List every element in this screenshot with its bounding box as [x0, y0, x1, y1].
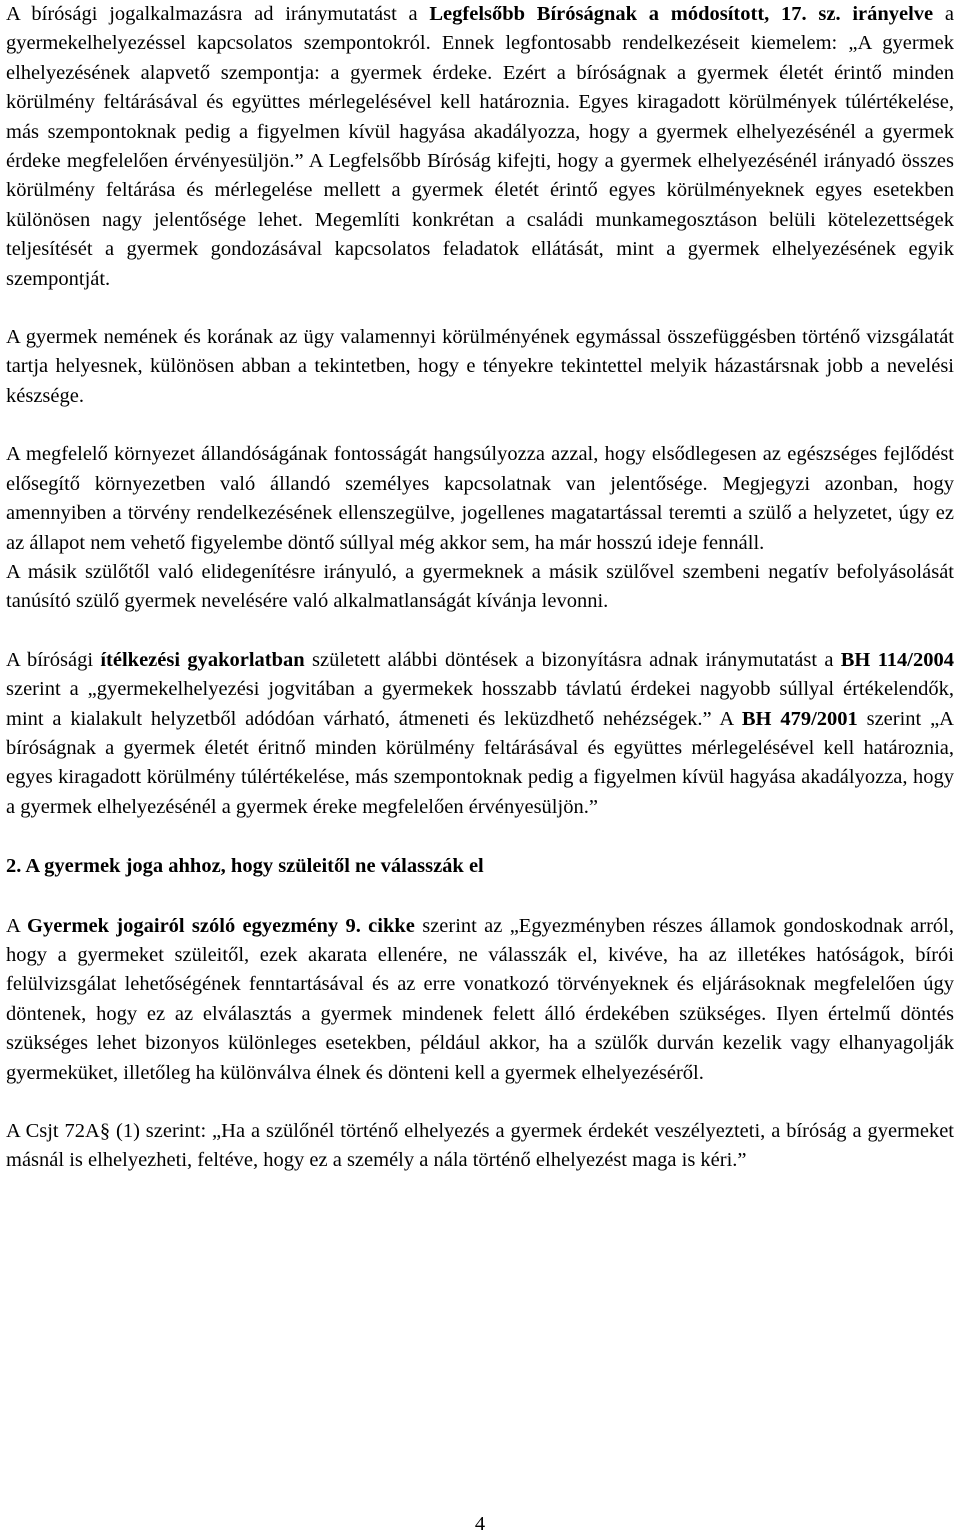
document-page: [6, 0, 954, 1176]
convention-title: Gyermek jogairól szóló egyezmény 9. cikke: [27, 914, 415, 937]
paragraph-csjt: A Csjt 72A§ (1) szerint: „Ha a szülőnél történő elhelyezés a gyermek érdekét veszélyezteti, a bíróság a gyermeket másnál is elhelyezheti, feltéve, hogy ez a személy a nála történő elhelyezést maga is kéri.”: [6, 1120, 954, 1172]
case-ref-bh-114-2004: BH 114/2004: [840, 648, 955, 671]
section-heading: 2. A gyermek joga ahhoz, hogy szüleitől ne válasszák el: [6, 855, 484, 878]
case-ref-bh-479-2001: BH 479/2001: [741, 707, 858, 730]
paragraph-alienation: A másik szülőtől való elidegenítésre irányuló, a gyermeknek a másik szülővel szembeni negatív befolyásolását tanúsító szülő gyermek nevelésére való alkalmatlanságát kívánja levonni.: [6, 560, 954, 613]
paragraph-guideline: A bírósági jogalkalmazásra ad iránymutatást a Legfelsőbb Bíróságnak a módosított, 17. sz. irányelve a gyermekelhelyezéssel kapcsolatos szempontokról. Ennek legfontosabb rendelkezéseit kiemelem: „A gyermek elhelyezésének alapvető szempontja: a gyermek érdeke. Ezért a bíróságnak a gyermek életét érintő minden körülmény feltárásával és együttes mérlegelésével kell határoznia. Egyes kiragadott körülmények túlértékelése, más szempontoknak pedig a figyelmen kívül hagyása akadályozza, hogy a gyermek elhelyezésénél a gyermek érdeke megfelelően érvényesüljön.” A Legfelsőbb Bíróság kifejti, hogy a gyermek elhelyezésénél irányadó összes körülmény feltárása és mérlegelése mellett a gyermek életét érintő egyes körülményeknek egyes esetekben különösen nagy jelentősége lehet. Megemlíti konkrétan a családi munkamegosztáson belüli kötelezettségek teljesítését a gyermek gondozásával kapcsolatos feladatok ellátását, mint a gyermek elhelyezésének egyik szempontját.: [6, 3, 954, 290]
page-number: 4: [474, 1513, 486, 1535]
paragraph-convention: A Gyermek jogairól szóló egyezmény 9. cikke szerint az „Egyezményben részes államok gondoskodnak arról, hogy a gyermeket szüleitől, ezek akarata ellenére, ne válasszák el, kivéve, ha az illetékes hatóságok, bírói felülvizsgálat lehetőségének fenntartásával és az erre vonatkozó törvényeknek és eljárásoknak megfelelően úgy döntenek, hogy ez az elválasztás a gyermek mindenek felett álló érdekében szükséges. Ilyen értelmű döntés szükséges lehet bizonyos különleges esetekben, például akkor, ha a szülők durván kezelik vagy elhanyagolják gyermeküket, illetőleg ha különválva élnek és dönteni kell a gyermek elhelyezéséről.: [6, 914, 954, 1084]
guideline-title: Legfelsőbb Bíróságnak a módosított, 17. sz. irányelve: [429, 3, 934, 25]
case-law-term: ítélkezési gyakorlatban: [100, 648, 305, 671]
paragraph-gender-age: A gyermek nemének és korának az ügy valamennyi körülményének egymással összefüggésben történő vizsgálatát tartja helyesnek, különösen abban a tekintetben, hogy e tényekre tekintettel melyik házastársnak jobb a nevelési készsége.: [6, 326, 954, 407]
paragraph-case-law: A bírósági ítélkezési gyakorlatban született alábbi döntések a bizonyításra adnak iránymutatást a BH 114/2004 szerint a „gyermekelhelyezési jogvitában a gyermekek hosszabb távlatú érdekei nagyobb súllyal értékelendők, mint a kialakult helyzetből adódóan várható, átmeneti és leküzdhető nehézségek.” A BH 479/2001 szerint „A bíróságnak a gyermek életét éritnő minden körülmény feltárásával és együttes mérlegelésével kell határoznia, egyes kiragadott körülmény túlértékelése, más szempontoknak pedig a figyelmen kívül hagyása akadályozza, hogy a gyermek elhelyezésénél a gyermek éreke megfelelően érvényesüljön.”: [6, 648, 955, 818]
paragraph-environment: A megfelelő környezet állandóságának fontosságát hangsúlyozza azzal, hogy elsődlegesen az egészséges fejlődést elősegítő környezetben való állandó személyes kapcsolatnak van jelentősége. Megjegyzi azonban, hogy amennyiben a törvény rendelkezésének ellenszegülve, jogellenes magatartással teremti a szülő a helyzetet, úgy ez az állapot nem vehető figyelembe döntő súllyal még akkor sem, ha már hosszú ideje fennáll.: [6, 443, 954, 554]
